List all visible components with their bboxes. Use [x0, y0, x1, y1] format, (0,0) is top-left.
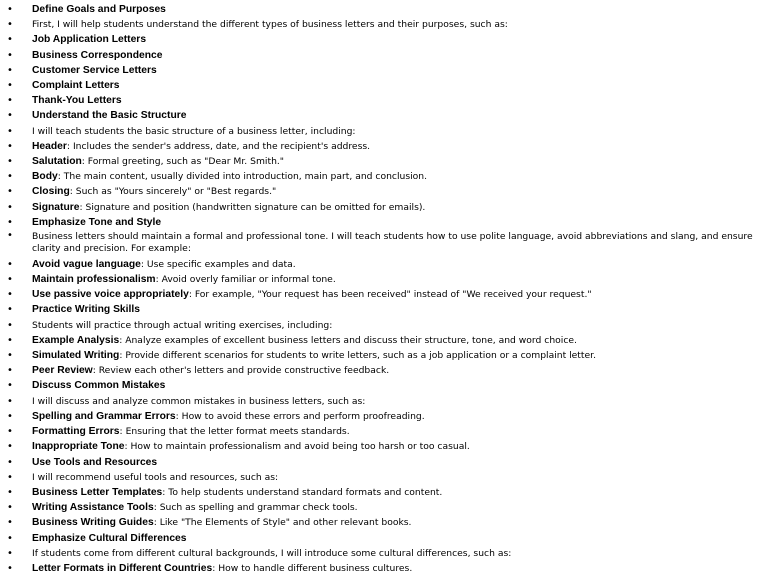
list-item-heading	[0, 531, 768, 546]
item-heading-text: Understand the Basic Structure	[32, 110, 187, 122]
item-definition: : Such as "Yours sincerely" or "Best regards."	[69, 186, 277, 198]
item-term: Use passive voice appropriately	[32, 289, 189, 301]
item-heading-text: Practice Writing Skills	[32, 304, 140, 316]
item-definition: : Provide different scenarios for students to write letters, such as a job application or a complaint letter.	[119, 350, 597, 362]
item-heading-text: Complaint Letters	[32, 80, 120, 92]
item-term: Inappropriate Tone	[32, 441, 125, 453]
item-definition: : Analyze examples of excellent business letters and discuss their structure, tone, and word choice.	[119, 334, 577, 346]
list-item-heading	[0, 48, 768, 63]
item-definition: : To help students understand standard formats and content.	[162, 486, 443, 498]
item-body-text: I will recommend useful tools and resources, such as:	[32, 471, 279, 483]
item-definition: : Formal greeting, such as "Dear Mr. Smith."	[81, 156, 285, 168]
list-item	[0, 470, 768, 485]
item-term: Maintain professionalism	[32, 274, 156, 286]
item-definition: : Use specific examples and data.	[140, 258, 296, 270]
list-item-heading	[0, 302, 768, 317]
list-item	[0, 561, 768, 576]
list-item	[0, 318, 768, 333]
list-item	[0, 439, 768, 454]
item-heading-text: Business Correspondence	[32, 49, 163, 61]
item-heading-text: Customer Service Letters	[32, 64, 157, 76]
list-item-heading	[0, 215, 768, 230]
list-item	[0, 124, 768, 139]
list-item	[0, 17, 768, 32]
list-item	[0, 139, 768, 154]
list-item	[0, 409, 768, 424]
item-term: Example Analysis	[32, 334, 120, 346]
item-body-text: Students will practice through actual writing exercises, including:	[32, 319, 333, 331]
item-heading-text: Thank-You Letters	[32, 95, 122, 107]
item-heading-text: Discuss Common Mistakes	[32, 380, 166, 392]
item-term: Simulated Writing	[32, 350, 120, 362]
item-body-text: I will teach students the basic structure of a business letter, including:	[32, 125, 356, 137]
list-item	[0, 257, 768, 272]
list-item-heading	[0, 108, 768, 123]
list-item-heading	[0, 32, 768, 47]
item-term: Signature	[32, 201, 80, 213]
list-item-heading	[0, 455, 768, 470]
list-item	[0, 169, 768, 184]
item-definition: : How to avoid these errors and perform proofreading.	[175, 410, 425, 422]
item-definition: : Review each other's letters and provide constructive feedback.	[92, 365, 390, 377]
item-definition: : Ensuring that the letter format meets standards.	[119, 426, 350, 438]
item-body-text: If students come from different cultural backgrounds, I will introduce some cultural differences, such as:	[32, 547, 512, 559]
item-definition: : How to handle different business cultures.	[212, 562, 413, 574]
item-definition: : The main content, usually divided into introduction, main part, and conclusion.	[57, 171, 428, 183]
list-item	[0, 272, 768, 287]
item-heading-text: Emphasize Cultural Differences	[32, 532, 187, 544]
list-item	[0, 394, 768, 409]
list-item	[0, 184, 768, 199]
item-term: Body	[32, 171, 58, 183]
item-term: Formatting Errors	[32, 426, 120, 438]
item-body-text: Business letters should maintain a formal and professional tone. I will teach students how to use polite language, avoid abbreviations and slang, and ensure clarity and precision. For example:	[32, 231, 753, 255]
item-heading-text: Use Tools and Resources	[32, 456, 158, 468]
item-definition: : Like "The Elements of Style" and other relevant books.	[153, 517, 412, 529]
item-definition: : Includes the sender's address, date, and the recipient's address.	[66, 140, 371, 152]
list-item	[0, 500, 768, 515]
item-definition: : How to maintain professionalism and avoid being too harsh or too casual.	[124, 441, 470, 453]
list-item	[0, 200, 768, 215]
list-item-heading	[0, 78, 768, 93]
list-item	[0, 546, 768, 561]
item-term: Peer Review	[32, 365, 93, 377]
list-item	[0, 333, 768, 348]
bullet-list	[0, 2, 768, 576]
item-definition: : Signature and position (handwritten signature can be omitted for emails).	[79, 201, 426, 213]
item-term: Header	[32, 140, 67, 152]
item-definition: : Avoid overly familiar or informal tone.	[155, 274, 336, 286]
item-term: Business Writing Guides	[32, 517, 154, 529]
item-body-text: I will discuss and analyze common mistakes in business letters, such as:	[32, 395, 366, 407]
list-item	[0, 363, 768, 378]
list-item-heading	[0, 93, 768, 108]
list-item	[0, 348, 768, 363]
list-item-heading	[0, 378, 768, 393]
list-item	[0, 230, 768, 257]
item-definition: : For example, "Your request has been received" instead of "We received your request."	[188, 289, 592, 301]
item-term: Avoid vague language	[32, 258, 141, 270]
item-heading-text: Define Goals and Purposes	[32, 4, 166, 15]
item-term: Salutation	[32, 156, 82, 168]
item-term: Letter Formats in Different Countries	[32, 562, 213, 574]
list-item	[0, 424, 768, 439]
item-term: Closing	[32, 186, 70, 198]
item-term: Spelling and Grammar Errors	[32, 410, 176, 422]
item-term: Writing Assistance Tools	[32, 502, 154, 514]
item-body-text: First, I will help students understand the different types of business letters and their purposes, such as:	[32, 19, 508, 31]
item-definition: : Such as spelling and grammar check tools.	[153, 502, 358, 514]
list-item-heading	[0, 2, 768, 17]
list-item-heading	[0, 63, 768, 78]
list-item	[0, 287, 768, 302]
item-heading-text: Job Application Letters	[32, 34, 147, 46]
list-item	[0, 154, 768, 169]
item-term: Business Letter Templates	[32, 486, 163, 498]
list-item	[0, 485, 768, 500]
list-item	[0, 515, 768, 530]
item-heading-text: Emphasize Tone and Style	[32, 216, 162, 228]
